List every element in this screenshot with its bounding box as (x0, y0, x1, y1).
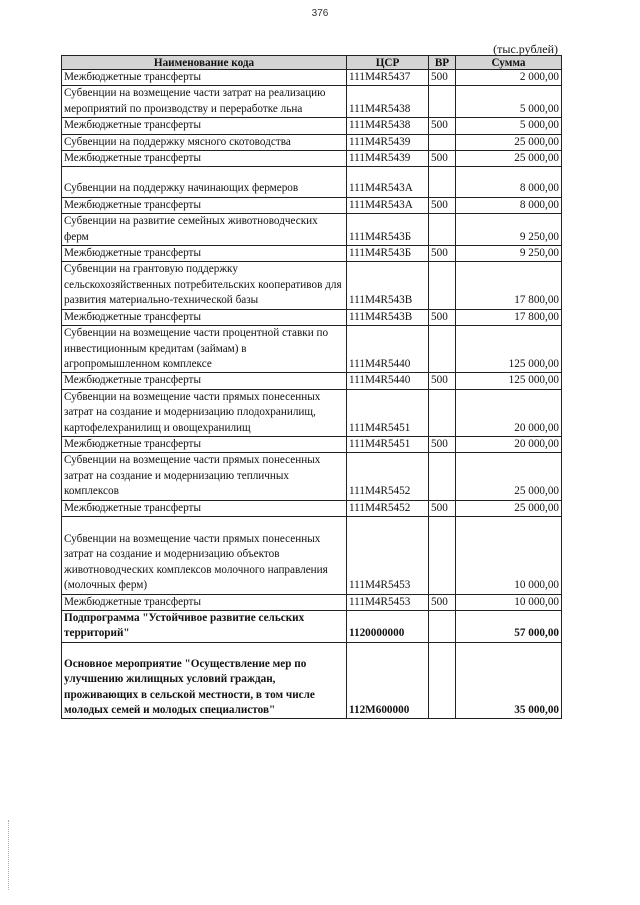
table-row (62, 151, 562, 167)
row-sum: 125 000,00 (456, 373, 562, 389)
row-vr: 500 (429, 309, 456, 325)
row-sum: 25 000,00 (456, 500, 562, 516)
row-vr: 500 (429, 197, 456, 213)
table-body (62, 70, 562, 719)
row-csr: 111M4R543Б (347, 214, 429, 246)
row-sum: 10 000,00 (456, 516, 562, 594)
row-vr (429, 611, 456, 643)
row-vr: 500 (429, 151, 456, 167)
row-csr: 111M4R5440 (347, 326, 429, 373)
row-name: Межбюджетные трансферты (62, 594, 347, 610)
row-name: Субвенции на поддержку мясного скотоводства (62, 134, 347, 150)
row-sum: 25 000,00 (456, 134, 562, 150)
row-csr: 111M4R5452 (347, 500, 429, 516)
row-vr (429, 326, 456, 373)
row-name: Субвенции на возмещение части процентной ставки по инвестиционным кредитам (займам) в агропромышленном комплексе (62, 326, 347, 373)
row-sum: 9 250,00 (456, 214, 562, 246)
row-vr: 500 (429, 373, 456, 389)
row-name: Межбюджетные трансферты (62, 197, 347, 213)
row-sum: 20 000,00 (456, 389, 562, 436)
table-row (62, 326, 562, 373)
row-name: Основное мероприятие "Осуществление мер по улучшению жилищных условий граждан, проживающих в сельской местности, в том числе молодых семей и молодых специалистов" (62, 642, 347, 719)
margin-scan-mark (8, 820, 9, 890)
row-sum: 17 800,00 (456, 309, 562, 325)
row-csr: 111M4R5440 (347, 373, 429, 389)
row-csr: 111M4R5453 (347, 516, 429, 594)
row-csr: 1120000000 (347, 611, 429, 643)
row-csr: 111M4R5453 (347, 594, 429, 610)
row-csr: 111M4R5439 (347, 134, 429, 150)
row-sum: 17 800,00 (456, 262, 562, 309)
row-csr: 111M4R5437 (347, 70, 429, 86)
row-csr: 111M4R5439 (347, 151, 429, 167)
row-name: Межбюджетные трансферты (62, 70, 347, 86)
header-vr: ВР (429, 56, 456, 70)
row-name: Субвенции на возмещение части прямых понесенных затрат на создание и модернизацию объектов животноводческих комплексов молочного направления (молочных ферм) (62, 516, 347, 594)
row-sum: 5 000,00 (456, 118, 562, 134)
row-sum: 2 000,00 (456, 70, 562, 86)
row-csr: 111M4R5438 (347, 118, 429, 134)
row-vr: 500 (429, 118, 456, 134)
table-row (62, 373, 562, 389)
row-name: Межбюджетные трансферты (62, 309, 347, 325)
table-row (62, 262, 562, 309)
row-name: Межбюджетные трансферты (62, 500, 347, 516)
header-name: Наименование кода (62, 56, 347, 70)
row-name: Межбюджетные трансферты (62, 246, 347, 262)
row-sum: 25 000,00 (456, 453, 562, 500)
row-vr (429, 134, 456, 150)
row-vr: 500 (429, 500, 456, 516)
row-name: Межбюджетные трансферты (62, 373, 347, 389)
row-name: Субвенции на поддержку начинающих фермеров (62, 167, 347, 197)
header-csr: ЦСР (347, 56, 429, 70)
row-sum: 25 000,00 (456, 151, 562, 167)
page-number: 376 (311, 8, 329, 19)
table-row (62, 594, 562, 610)
row-name: Межбюджетные трансферты (62, 118, 347, 134)
table-row (62, 389, 562, 436)
table-row (62, 214, 562, 246)
table-row (62, 246, 562, 262)
table-row (62, 134, 562, 150)
row-csr: 111M4R5451 (347, 436, 429, 452)
row-sum: 10 000,00 (456, 594, 562, 610)
row-csr: 111M4R543В (347, 309, 429, 325)
table-row (62, 197, 562, 213)
table-row (62, 453, 562, 500)
row-sum: 9 250,00 (456, 246, 562, 262)
table-row (62, 516, 562, 594)
table-row (62, 500, 562, 516)
row-sum: 20 000,00 (456, 436, 562, 452)
row-vr: 500 (429, 70, 456, 86)
row-csr: 111M4R5451 (347, 389, 429, 436)
row-name: Межбюджетные трансферты (62, 151, 347, 167)
row-csr: 111M4R5452 (347, 453, 429, 500)
header-sum: Сумма (456, 56, 562, 70)
table-row (62, 118, 562, 134)
row-sum: 8 000,00 (456, 197, 562, 213)
table-header-row (62, 56, 562, 70)
row-csr: 111M4R543Б (347, 246, 429, 262)
row-vr: 500 (429, 594, 456, 610)
row-name: Субвенции на возмещение части прямых понесенных затрат на создание и модернизацию плодохранилищ, картофелехранилищ и овощехранилищ (62, 389, 347, 436)
row-sum: 125 000,00 (456, 326, 562, 373)
table-row (62, 309, 562, 325)
row-sum: 5 000,00 (456, 86, 562, 118)
row-sum: 35 000,00 (456, 642, 562, 719)
budget-table (61, 55, 562, 719)
row-vr (429, 389, 456, 436)
row-vr (429, 86, 456, 118)
table-row (62, 611, 562, 643)
row-csr: 112M600000 (347, 642, 429, 719)
row-csr: 111M4R543А (347, 167, 429, 197)
row-csr: 111M4R543А (347, 197, 429, 213)
table-row (62, 642, 562, 719)
row-name: Подпрограмма "Устойчивое развитие сельских территорий" (62, 611, 347, 643)
row-vr (429, 214, 456, 246)
row-vr (429, 167, 456, 197)
row-sum: 8 000,00 (456, 167, 562, 197)
row-csr: 111M4R5438 (347, 86, 429, 118)
row-vr: 500 (429, 246, 456, 262)
row-name: Субвенции на развитие семейных животноводческих ферм (62, 214, 347, 246)
row-name: Межбюджетные трансферты (62, 436, 347, 452)
row-vr (429, 262, 456, 309)
row-vr (429, 642, 456, 719)
row-vr (429, 453, 456, 500)
row-sum: 57 000,00 (456, 611, 562, 643)
table-row (62, 436, 562, 452)
table-row (62, 86, 562, 118)
units-label: (тыс.рублей) (493, 42, 558, 56)
table-row (62, 70, 562, 86)
row-csr: 111M4R543В (347, 262, 429, 309)
row-name: Субвенции на возмещение части прямых понесенных затрат на создание и модернизацию тепличных комплексов (62, 453, 347, 500)
row-name: Субвенции на возмещение части затрат на реализацию мероприятий по производству и переработке льна (62, 86, 347, 118)
row-vr (429, 516, 456, 594)
row-vr: 500 (429, 436, 456, 452)
table-row (62, 167, 562, 197)
row-name: Субвенции на грантовую поддержку сельскохозяйственных потребительских кооперативов для развития материально-технической базы (62, 262, 347, 309)
